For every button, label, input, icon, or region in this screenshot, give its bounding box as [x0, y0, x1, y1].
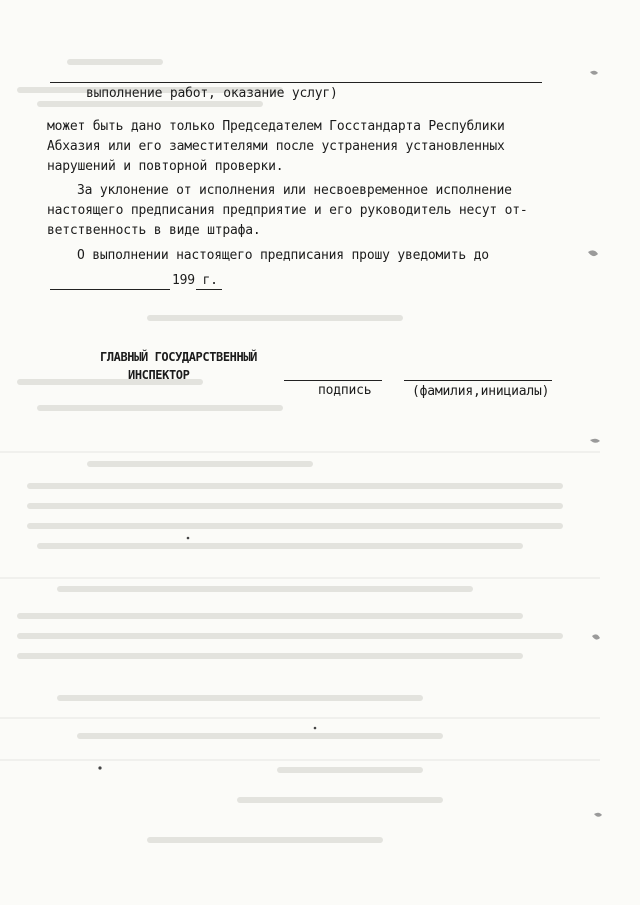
authority-line-1: может быть дано только Председателем Госстандарта Республики — [47, 119, 505, 134]
penalty-line-2: настоящего предписания предприятие и его руководитель несут от- — [47, 203, 528, 218]
signature-fill-line — [284, 380, 382, 381]
authority-line-2: Абхазия или его заместителями после устранения установленных — [47, 139, 505, 154]
penalty-line-3: ветственность в виде штрафа. — [47, 223, 261, 238]
name-fill-line — [404, 380, 552, 381]
penalty-line-1: За уклонение от исполнения или несвоевременное исполнение — [77, 183, 512, 198]
signature-caption: подпись — [318, 383, 372, 398]
date-fill-line — [50, 289, 170, 290]
caption-under-line: выполнение работ, оказание услуг) — [86, 86, 338, 101]
notify-text: О выполнении настоящего предписания прошу уведомить до — [77, 248, 489, 263]
authority-line-3: нарушений и повторной проверки. — [47, 159, 284, 174]
date-suffix: 199 г. — [172, 273, 218, 288]
inspector-title-line-2: ИНСПЕКТОР — [128, 368, 190, 382]
year-fill-line — [196, 289, 222, 290]
inspector-title-line-1: ГЛАВНЫЙ ГОСУДАРСТВЕННЫЙ — [100, 350, 257, 364]
name-caption: (фамилия,инициалы) — [412, 384, 550, 399]
top-fill-line — [50, 82, 542, 83]
